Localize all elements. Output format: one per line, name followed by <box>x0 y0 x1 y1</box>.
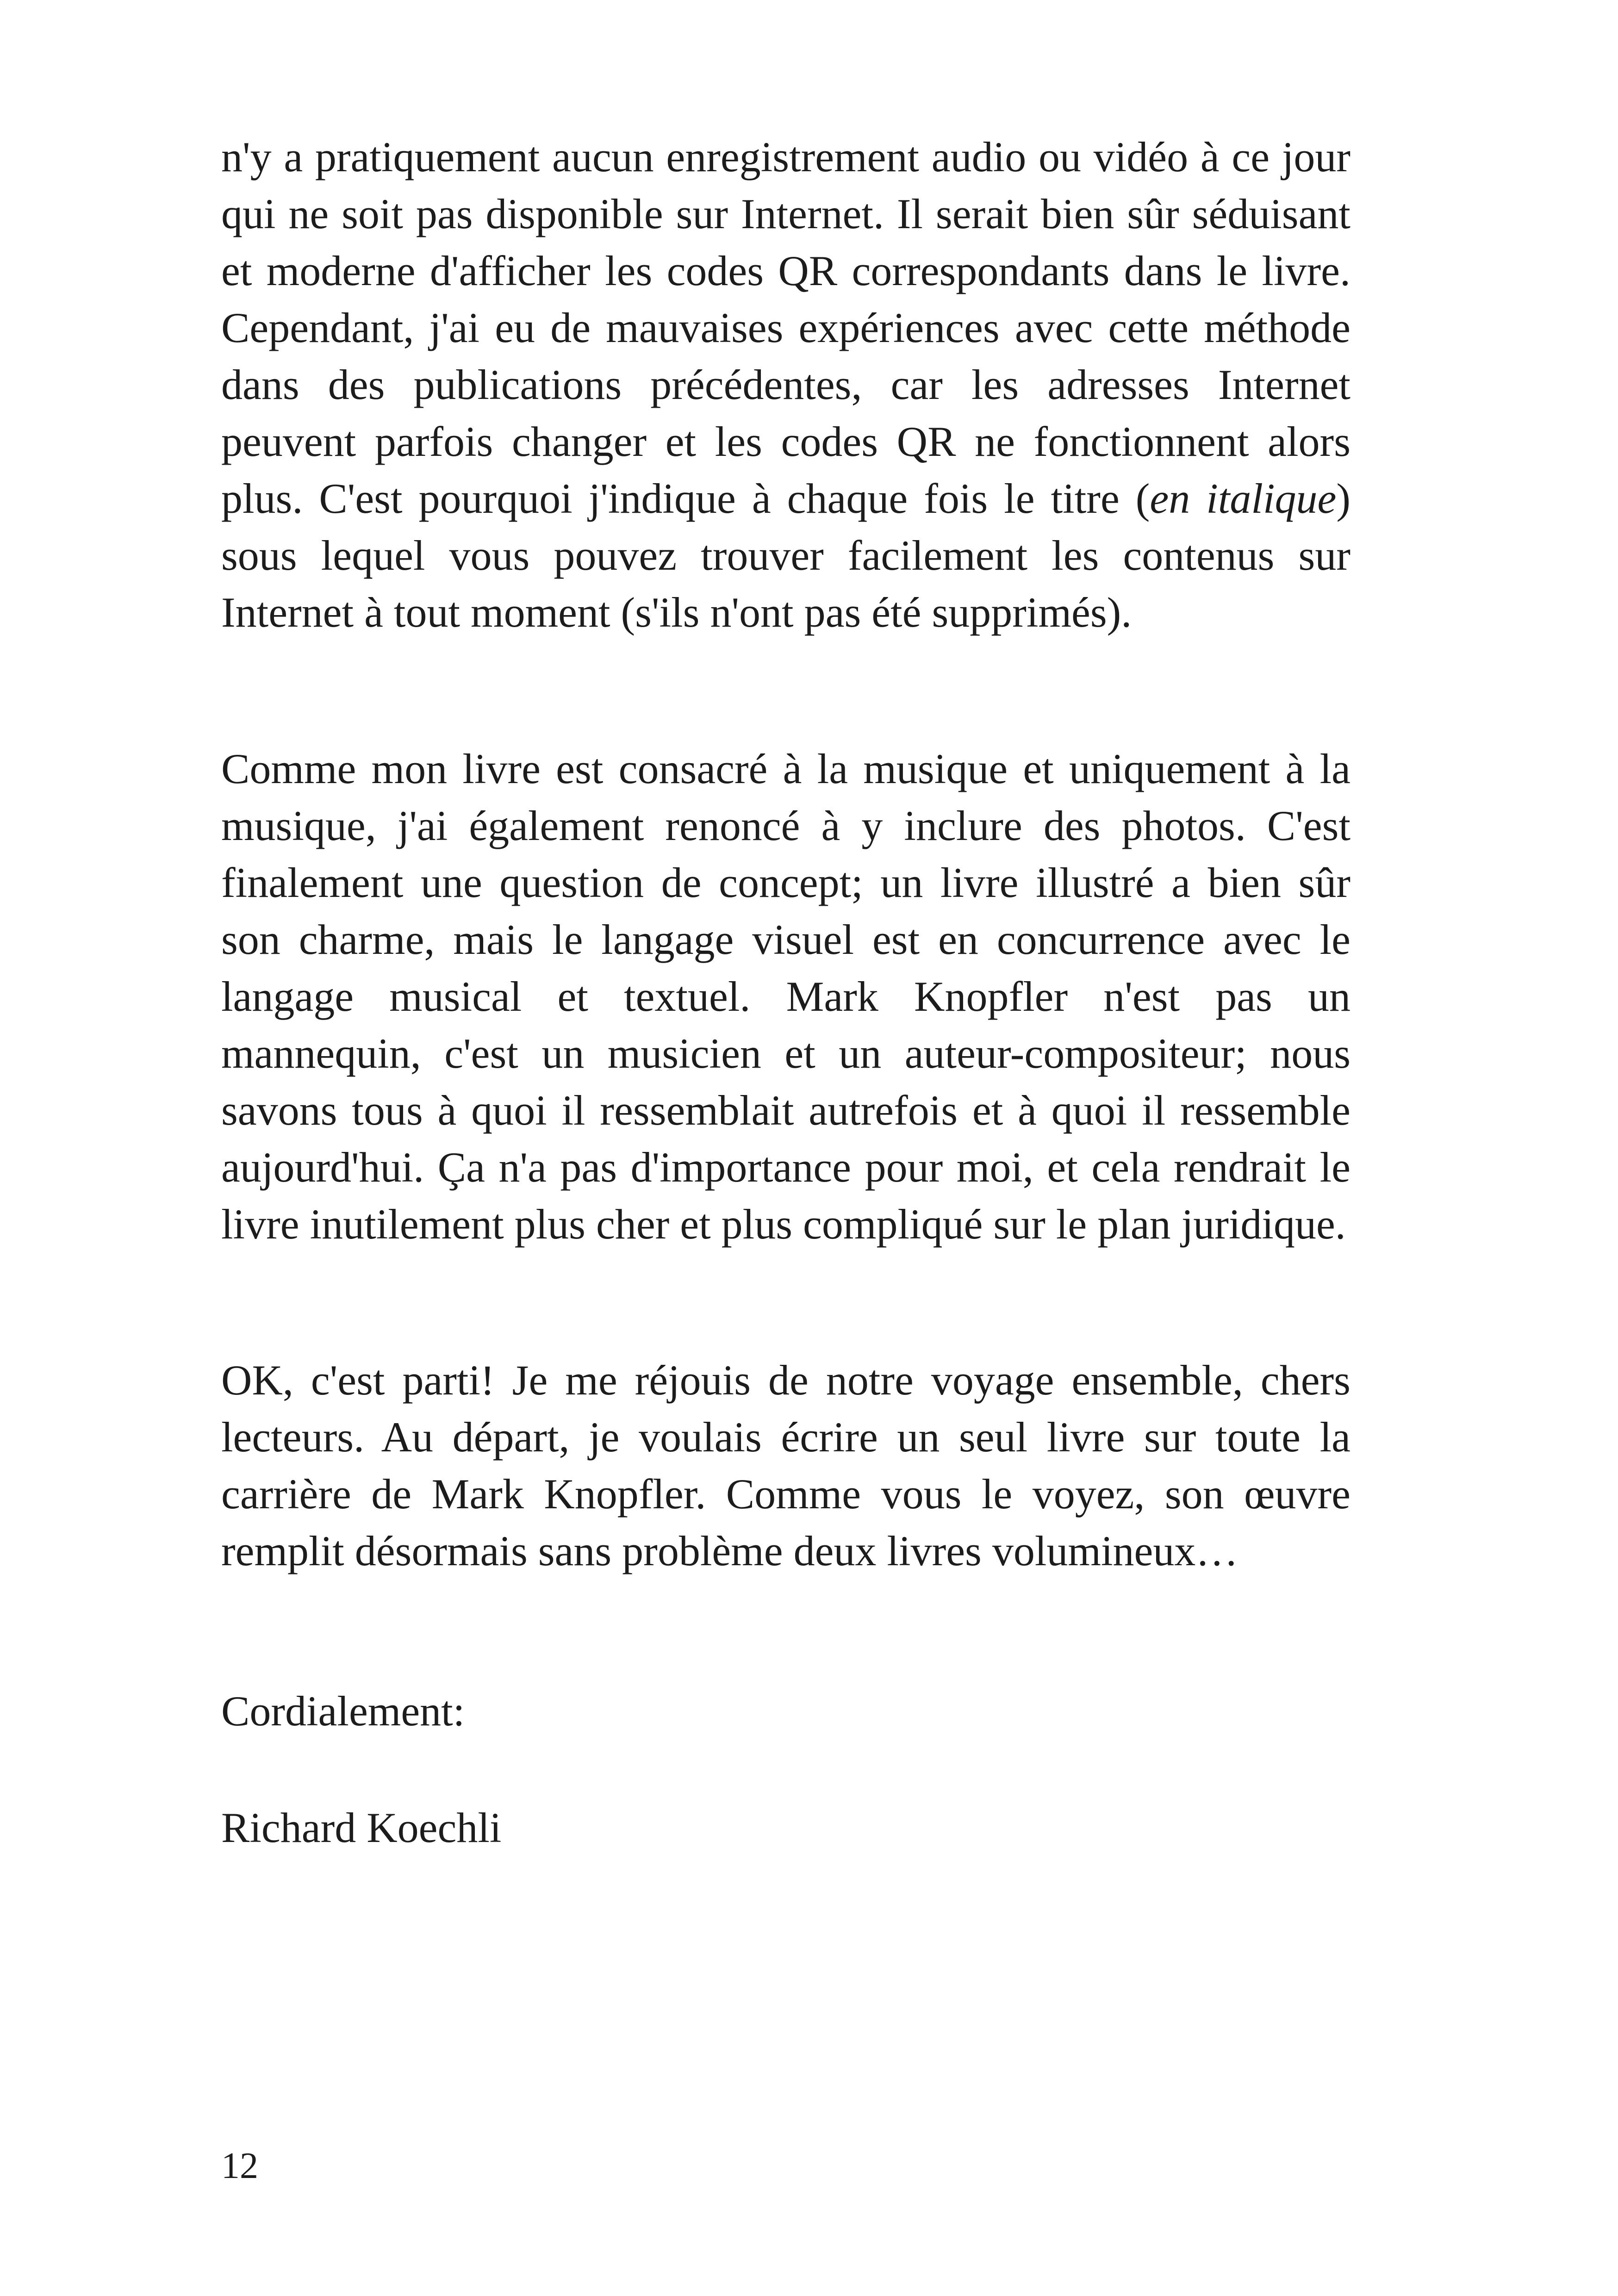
paragraph-1-text-start: n'y a pratiquement aucun enregistrement audio ou vidéo à ce jour qui ne soit pas disponible sur Internet. Il serait bien sûr séduisant et moderne d'afficher les codes QR correspondants dans le livre. Cependant, j'ai eu de mauvaises expériences avec cette méthode dans des publications précédentes, car les adresses Internet peuvent parfois changer et les codes QR ne fonctionnent alors plus. C'est pourquoi j'indique à chaque fois le titre ( <box>221 133 1350 522</box>
paragraph-1-italic-term: en italique <box>1150 475 1337 522</box>
closing-greeting: Cordialement: <box>221 1687 465 1735</box>
paragraph-1-text-end: ) sous lequel vous pouvez trouver facilement les contenus sur Internet à tout moment (s'ils n'ont pas été supprimés). <box>221 475 1350 636</box>
page-number: 12 <box>221 2146 258 2186</box>
paragraph-3-text: OK, c'est parti! Je me réjouis de notre voyage ensemble, chers lecteurs. Au départ, je voulais écrire un seul livre sur toute la carrière de Mark Knopfler. Comme vous le voyez, son œuvre remplit désormais sans problème deux livres volumineux… <box>221 1356 1350 1574</box>
author-signature: Richard Koechli <box>221 1804 502 1851</box>
paragraph-3 <box>221 1352 1350 1580</box>
paragraph-1 <box>221 129 1350 641</box>
paragraph-2 <box>221 740 1350 1253</box>
paragraph-2-text: Comme mon livre est consacré à la musique et uniquement à la musique, j'ai également renoncé à y inclure des photos. C'est finalement une question de concept; un livre illustré a bien sûr son charme, mais le langage visuel est en concurrence avec le langage musical et textuel. Mark Knopfler n'est pas un mannequin, c'est un musicien et un auteur-compositeur; nous savons tous à quoi il ressemblait autrefois et à quoi il ressemble aujourd'hui. Ça n'a pas d'importance pour moi, et cela rendrait le livre inutilement plus cher et plus compliqué sur le plan juridique. <box>221 745 1350 1248</box>
